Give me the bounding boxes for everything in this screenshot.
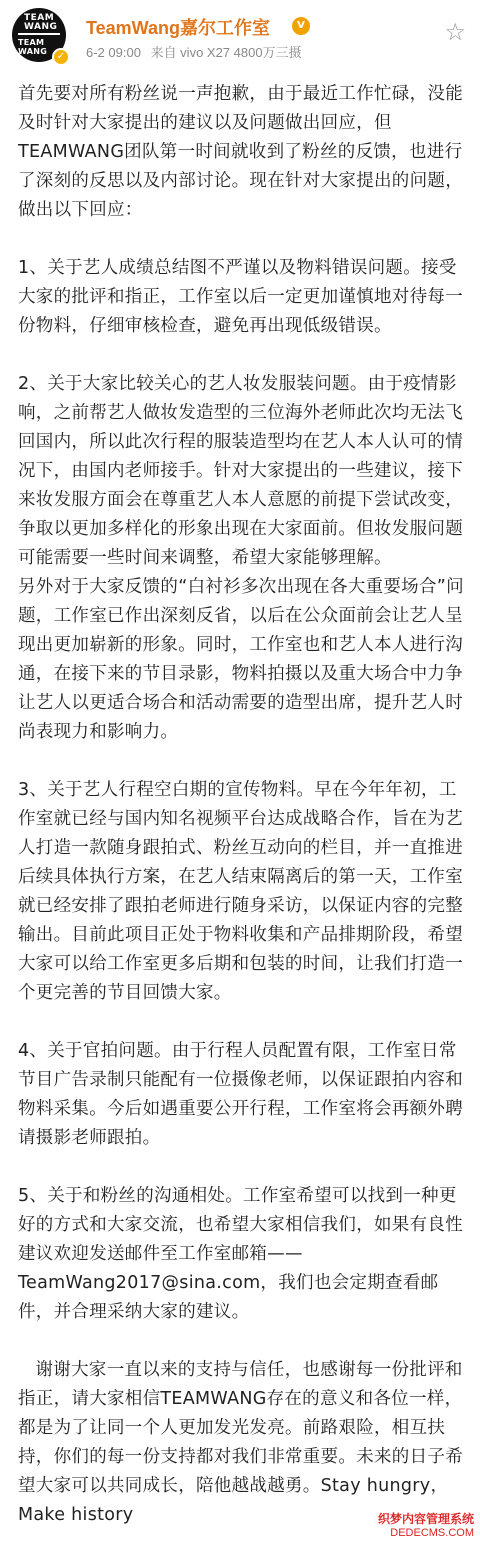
post-meta	[86, 42, 308, 61]
watermark	[378, 1512, 474, 1540]
vip-badge-icon: V	[292, 17, 310, 35]
author-name[interactable]: TeamWang嘉尔工作室	[86, 18, 271, 38]
post-source: 来自 vivo X27 4800万三摄	[150, 45, 302, 60]
paragraph-closing: 谢谢大家一直以来的支持与信任，也感谢每一份批评和指正，请大家相信TEAMWANG存在的意义和各位一样，都是为了让同一个人更加发光发亮。前路艰险，相互扶持，你们的每一份支持都对我们非常重要。未来的日子希望大家可以共同成长，陪他越战越勇。Stay hungry，Make history	[18, 1360, 463, 1525]
watermark-line1: 织梦内容管理系统	[377, 1512, 474, 1526]
paragraph-intro: 首先要对所有粉丝说一声抱歉，由于最近工作忙碌，没能及时针对大家提出的建议以及问题做出回应，但TEAMWANG团队第一时间就收到了粉丝的反馈，也进行了深刻的反思以及内部讨论。现在针对大家提出的问题，做出以下回应：	[18, 84, 463, 220]
post-header	[0, 0, 480, 70]
post-time: 6-2 09:00	[86, 45, 141, 60]
paragraph-4: 4、关于官拍问题。由于行程人员配置有限，工作室日常节目广告录制只能配有一位摄像老师，以保证跟拍内容和物料采集。今后如遇重要公开行程，工作室将会再额外聘请摄影老师跟拍。	[18, 1041, 463, 1148]
star-outline-icon[interactable]: ☆	[444, 18, 466, 46]
avatar-divider	[18, 33, 60, 35]
paragraph-2: 2、关于大家比较关心的艺人妆发服装问题。由于疫情影响，之前帮艺人做妆发造型的三位海外老师此次均无法飞回国内，所以此次行程的服装造型均在艺人本人认可的情况下，由国内老师接手。针对大家提出的一些建议，接下来妆发服方面会在尊重艺人本人意愿的前提下尝试改变，争取以更加多样化的形象出现在大家面前。但妆发服问题可能需要一些时间来调整，希望大家能够理解。	[18, 374, 463, 568]
verified-badge-icon: ✓	[52, 48, 70, 66]
paragraph-2b: 另外对于大家反馈的“白衬衫多次出现在各大重要场合”问题，工作室已作出深刻反省，以后在公众面前会让艺人呈现出更加崭新的形象。同时，工作室也和艺人本人进行沟通，在接下来的节目录影，物料拍摄以及重大场合中力争让艺人以更适合场合和活动需要的造型出席，提升艺人时尚表现力和影响力。	[18, 577, 464, 742]
paragraph-5: 5、关于和粉丝的沟通相处。工作室希望可以找到一种更好的方式和大家交流，也希望大家相信我们，如果有良性建议欢迎发送邮件至工作室邮箱——TeamWang2017@sina.com，我们也会定期查看邮件，并合理采纳大家的建议。	[18, 1186, 463, 1322]
post-body	[18, 80, 466, 1559]
avatar-text-bottom: TEAM WANG	[18, 38, 48, 56]
avatar-text-top: TEAM WANG	[24, 13, 58, 32]
watermark-line2: DEDECMS.COM	[390, 1527, 474, 1539]
paragraph-1: 1、关于艺人成绩总结图不严谨以及物料错误问题。接受大家的批评和指正，工作室以后一定更加谨慎地对待每一份物料，仔细审核检查，避免再出现低级错误。	[18, 258, 463, 336]
paragraph-3: 3、关于艺人行程空白期的宣传物料。早在今年年初，工作室就已经与国内知名视频平台达成战略合作，旨在为艺人打造一款随身跟拍式、粉丝互动向的栏目，并一直推进后续具体执行方案，在艺人结束隔离后的第一天，工作室就已经安排了跟拍老师进行随身采访，以保证内容的完整输出。目前此项目正处于物料收集和产品排期阶段，希望大家可以给工作室更多后期和包装的时间，让我们打造一个更完善的节目回馈大家。	[18, 780, 463, 1003]
